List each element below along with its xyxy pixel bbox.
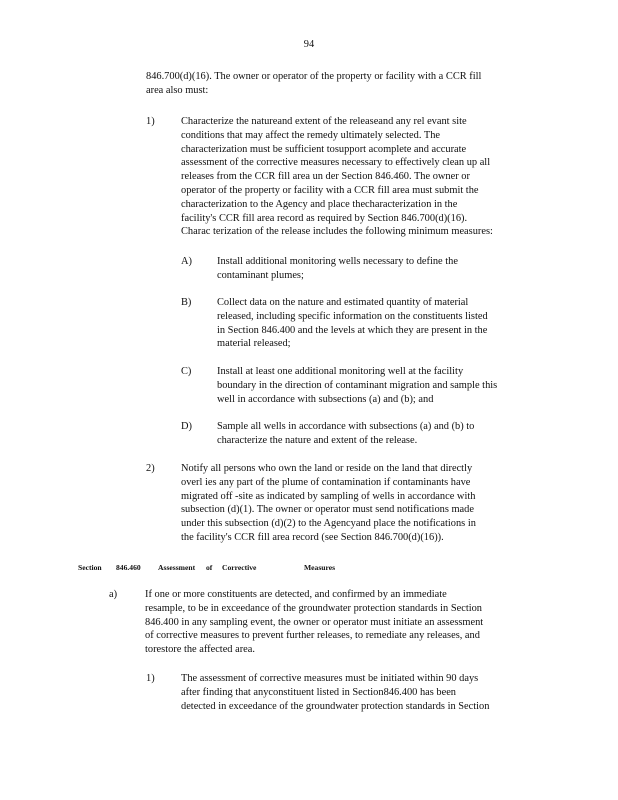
text-line: in Section 846.400 and the levels at which they are present in the (217, 324, 488, 336)
text-line: conditions that may affect the remedy ultimately selected. The (181, 129, 441, 141)
subitem-a-text (217, 255, 537, 283)
text-line: of corrective measures to prevent further releases, to remediate any releases, and (145, 630, 480, 642)
item-2-text (181, 462, 536, 545)
intro-paragraph (146, 70, 536, 98)
text-line: detected in exceedance of the groundwater protection standards in Section (181, 700, 490, 712)
text-line: boundary in the direction of contaminant migration and sample this (217, 379, 498, 391)
subitem-a-label: A) (181, 256, 192, 267)
text-line: well in accordance with subsections (a) and (b); and (217, 393, 434, 405)
subitem-d-label: D) (181, 421, 192, 432)
section-title-word: Corrective (222, 563, 257, 572)
text-line: characterization must be sufficient tosupport acomplete and accurate (181, 143, 467, 155)
text-line: characterization to the Agency and place thecharacterization in the (181, 198, 458, 210)
para-a-text (145, 588, 530, 657)
subitem-c-label: C) (181, 366, 192, 377)
text-line: the facility's CCR fill area record (see Section 846.700(d)(16)). (181, 531, 444, 543)
subitem-d-text (217, 420, 537, 448)
text-line: after finding that anyconstituent listed in Section846.400 has been (181, 686, 457, 698)
text-line: resample, to be in exceedance of the groundwater protection standards in Section (145, 602, 482, 614)
text-line: Install additional monitoring wells necessary to define the (217, 256, 458, 267)
text-line: Collect data on the nature and estimated quantity of material (217, 297, 469, 308)
text-line: operator of the property or facility with a CCR fill area must submit the (181, 184, 479, 196)
text-line: contaminant plumes; (217, 269, 304, 281)
section-number: 846.460 (116, 563, 141, 572)
section-title-word: Assessment (158, 563, 196, 572)
text-line: The assessment of corrective measures must be initiated within 90 days (181, 673, 479, 684)
text-line: 846.700(d)(16). The owner or operator of the property or facility with a CCR fill (146, 71, 482, 82)
text-line: area also must: (146, 84, 209, 96)
item-2-label: 2) (146, 463, 155, 474)
text-line: Characterize the natureand extent of the releaseand any rel evant site (181, 116, 467, 127)
para-a-label: a) (109, 589, 118, 600)
text-line: characterize the nature and extent of the release. (217, 434, 418, 446)
subitem-b-label: B) (181, 297, 192, 308)
page-number: 94 (303, 39, 315, 50)
para-a1-label: 1) (146, 673, 155, 684)
section-word: Section (78, 563, 102, 572)
text-line: subsection (d)(1). The owner or operator must send notifications made (181, 504, 474, 516)
item-1-label: 1) (146, 116, 155, 127)
section-title-word: Measures (304, 563, 336, 572)
text-line: Sample all wells in accordance with subsections (a) and (b) to (217, 421, 475, 432)
text-line: material released; (217, 338, 291, 350)
text-line: released, including specific information on the constituents listed (217, 310, 488, 322)
text-line: 846.400 in any sampling event, the owner or operator must initiate an assessment (145, 616, 484, 628)
text-line: under this subsection (d)(2) to the Agencyand place the notifications in (181, 518, 476, 530)
item-1-text (181, 115, 536, 239)
text-line: migrated off -site as indicated by sampling of wells in accordance with (181, 490, 476, 502)
subitem-b-text (217, 296, 537, 351)
text-line: releases from the CCR fill area un der Section 846.460. The owner or (181, 171, 470, 183)
text-line: assessment of the corrective measures necessary to effectively clean up all (181, 157, 491, 169)
text-line: Charac terization of the release includes the following minimum measures: (181, 226, 493, 238)
text-line: facility's CCR fill area record as required by Section 846.700(d)(16). (181, 212, 468, 224)
text-line: torestore the affected area. (145, 644, 255, 656)
text-line: Notify all persons who own the land or reside on the land that directly (181, 463, 473, 474)
text-line: overl ies any part of the plume of contamination if contaminants have (181, 476, 471, 488)
section-title-word: of (206, 563, 213, 572)
subitem-c-text (217, 365, 537, 406)
text-line: Install at least one additional monitoring well at the facility (217, 366, 464, 377)
text-line: If one or more constituents are detected, and confirmed by an immediate (145, 589, 447, 600)
para-a1-text (181, 672, 531, 713)
